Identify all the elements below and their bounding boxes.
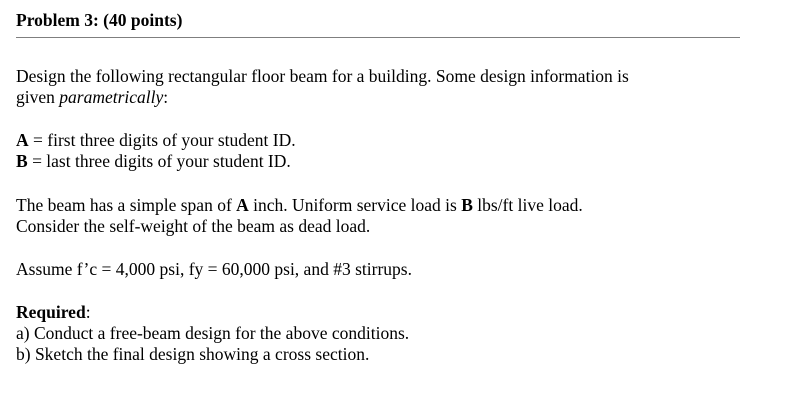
required-task-list [16,323,740,365]
required-heading [16,302,740,323]
definition-a-text: = first three digits of your student ID. [28,130,296,150]
required-task-a: a) Conduct a free-beam design for the above conditions. [16,323,410,343]
intro-line-1: Design the following rectangular floor beam for a building. Some design information is [16,66,629,86]
problem-part-1: The beam has a simple span of [16,195,237,215]
problem-var-b: B [461,195,473,215]
problem-title: Problem 3: [16,10,99,30]
definition-a-symbol: A [16,130,29,150]
definition-a [16,130,740,151]
problem-part-3: lbs/ft live load. [472,195,583,215]
intro-paragraph [16,66,740,108]
problem-heading [16,8,740,38]
required-colon: : [85,302,91,322]
problem-document [16,8,740,365]
problem-line-2: Consider the self-weight of the beam as dead load. [16,216,371,236]
definition-b-text: = last three digits of your student ID. [27,151,291,171]
required-section [16,302,740,365]
required-task-b: b) Sketch the final design showing a cross section. [16,344,370,364]
parameter-definitions [16,130,740,172]
intro-line-2-prefix: given [16,87,60,107]
problem-statement [16,195,740,237]
problem-points: (40 points) [103,10,183,30]
problem-part-2: inch. Uniform service load is [248,195,462,215]
intro-line-2-italic: parametrically [59,87,164,107]
definition-b-symbol: B [16,151,28,171]
intro-line-2-suffix: : [163,87,169,107]
required-label: Required [16,302,86,322]
problem-var-a: A [236,195,249,215]
definition-b [16,151,740,172]
assumptions: Assume f’c = 4,000 psi, fy = 60,000 psi, and #3 stirrups. [16,259,412,279]
